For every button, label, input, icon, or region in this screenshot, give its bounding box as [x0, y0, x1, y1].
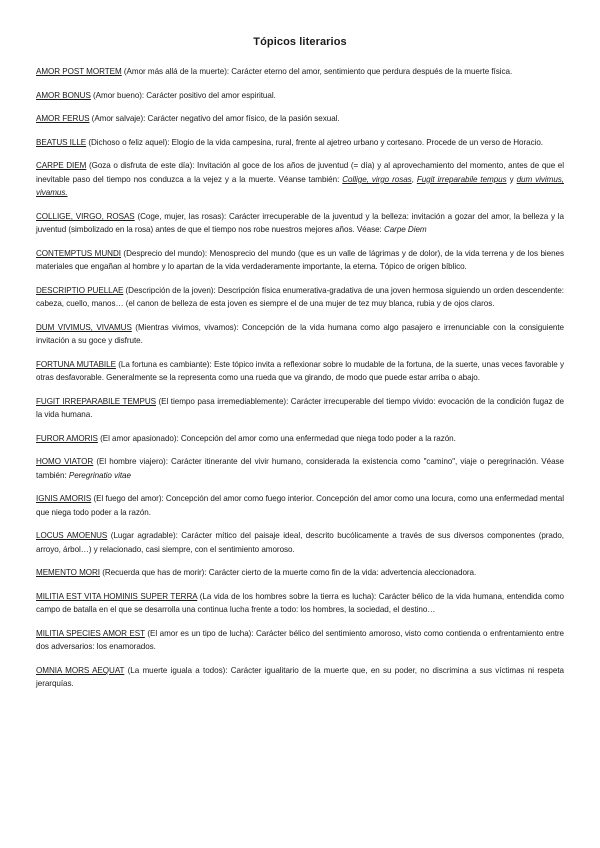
entry-text: (El amor es un tipo de lucha): Carácter bélico del sentimiento amoroso, visto como contienda o enfrentamiento entre dos adversarios: los enamorados. [36, 628, 564, 652]
entry-term: COLLIGE, VIRGO, ROSAS [36, 211, 135, 221]
entry-term: FUGIT IRREPARABILE TEMPUS [36, 396, 156, 406]
entry-term: FORTUNA MUTABILE [36, 359, 116, 369]
entry-text: (Amor salvaje): Carácter negativo del amor físico, de la pasión sexual. [89, 114, 340, 124]
entry-amor-post-mortem [36, 65, 564, 78]
see-also-link[interactable]: Collige, virgo rosas [342, 174, 412, 184]
entry-text: (Dichoso o feliz aquel): Elogio de la vida campesina, rural, frente al ajetreo urbano y cortesano. Procede de un verso de Horacio. [86, 137, 543, 147]
entry-term: HOMO VIATOR [36, 457, 94, 467]
entry-text: (Mientras vivimos, vivamos): Concepción de la vida humana como algo pasajero e irrenunciable con la consiguiente invitación a su goce y disfrute. [36, 322, 564, 346]
entry-fortuna-mutabile [36, 358, 564, 385]
see-also-link[interactable]: Fugit irreparabile tempus [416, 174, 507, 184]
entry-furor-amoris [36, 432, 564, 445]
entry-term: FUROR AMORIS [36, 433, 98, 443]
entry-text: (El hombre viajero): Carácter itinerante del vivir humano, considerada la existencia como "camino", viaje o peregrinación. Véase también: [36, 457, 564, 480]
see-also-reference: Carpe Diem [383, 225, 427, 235]
entry-memento-mori [36, 566, 564, 579]
entry-fugit-irreparabile-tempus [36, 395, 564, 422]
entry-text: (La fortuna es cambiante): Este tópico invita a reflexionar sobre lo mudable de la fortuna, de la suerte, unas veces favorable y otras desfavorable. Generalmente se la representa como una rueda que va girando, de modo que puede estar arriba o abajo. [36, 359, 564, 383]
entry-text: (El tiempo pasa irremediablemente): Carácter irrecuperable del tiempo vivido: evocación de la condición fugaz de la vida humana. [36, 396, 564, 420]
entry-separator: , [411, 174, 417, 184]
entry-term: CARPE DIEM [36, 161, 87, 171]
entry-contemptus-mundi [36, 247, 564, 274]
entry-text: (Recuerda que has de morir): Carácter cierto de la muerte como fin de la vida: advertencia aleccionadora. [100, 568, 477, 578]
entry-text: (El amor apasionado): Concepción del amor como una enfermedad que niega todo poder a la razón. [97, 433, 456, 443]
entry-term: MEMENTO MORI [36, 568, 100, 578]
entry-locus-amoenus [36, 529, 564, 556]
entry-text: (Amor bueno): Carácter positivo del amor espiritual. [90, 90, 276, 100]
entry-term: MILITIA SPECIES AMOR EST [36, 628, 145, 638]
entry-descriptio-puellae [36, 284, 564, 311]
entry-militia-est-vita [36, 590, 564, 617]
entry-term: AMOR POST MORTEM [36, 67, 122, 76]
entry-text: (Goza o disfruta de este día): Invitación al goce de los años de juventud (= día) y al aprovechamiento del momento, antes de que el inevitable paso del tiempo nos conduzca a la vejez y a la muerte. Véanse también: [36, 161, 564, 184]
entry-text: (Lugar agradable): Carácter mítico del paisaje ideal, descrito bucólicamente a través de sus diversos componentes (prado, arroyo, árbol…) y relacionado, casi siempre, con el sentimiento amoroso. [36, 531, 564, 554]
entry-collige-virgo-rosas [36, 210, 564, 237]
entry-separator: y [506, 174, 517, 184]
entry-text: (Desprecio del mundo): Menosprecio del mundo (que es un valle de lágrimas y de dolor), de la vida terrena y de los bienes materiales que engañan al hombre y lo apartan de la vida verdaderamente importante, la eterna. Tópico de origen bíblico. [36, 248, 564, 272]
entry-term: LOCUS AMOENUS [36, 531, 108, 541]
entry-amor-bonus [36, 89, 564, 102]
entry-text: (La muerte iguala a todos): Carácter igualitario de la muerte que, en su poder, no discrimina a sus víctimas ni respeta jerarquías. [36, 665, 564, 689]
document-title: Tópicos literarios [253, 36, 347, 48]
entry-carpe-diem [36, 159, 564, 199]
entry-term: AMOR FERUS [36, 114, 90, 124]
entry-term: IGNIS AMORIS [36, 494, 92, 504]
entry-text: (Coge, mujer, las rosas): Carácter irrecuperable de la juventud y la belleza: invitación a gozar del amor, la belleza y la juventud (simbolizado en la rosa) antes de que el tiempo nos robe nuestros mejores años. Véase: [36, 211, 564, 235]
see-also-link[interactable]: dum vivimus, vivamus. [36, 174, 564, 198]
entry-omnia-mors-aequat [36, 664, 564, 691]
entry-militia-species-amor-est [36, 627, 564, 654]
entry-term: AMOR BONUS [36, 90, 91, 100]
entry-term: DESCRIPTIO PUELLAE [36, 285, 124, 295]
entry-term: DUM VIVIMUS, VIVAMUS [36, 322, 132, 332]
entry-term: MILITIA EST VITA HOMINIS SUPER TERRA [36, 591, 198, 601]
entry-beatus-ille [36, 136, 564, 149]
entry-term: CONTEMPTUS MUNDI [36, 248, 121, 258]
entry-ignis-amoris [36, 492, 564, 519]
entry-amor-ferus [36, 112, 564, 125]
entry-text: (La vida de los hombres sobre la tierra es lucha): Carácter bélico de la vida humana, entendida como campo de batalla en el que se desarrolla una continua lucha frente a todo: los hombres, la sociedad, el destino… [36, 591, 564, 615]
entry-text: (El fuego del amor): Concepción del amor como fuego interior. Concepción del amor como una locura, como una enfermedad mental que niega todo poder a la razón. [36, 494, 564, 517]
entry-text: (Descripción de la joven): Descripción física enumerativa-gradativa de una joven hermosa siguiendo un orden descendente: cabeza, cuello, manos… (el canon de belleza de esta joven es siempre el de una mujer de tez muy blanca, rubia y de ojos claros. [36, 285, 564, 309]
entry-homo-viator [36, 455, 564, 482]
entry-term: OMNIA MORS AEQUAT [36, 665, 125, 675]
entry-text: (Amor más allá de la muerte): Carácter eterno del amor, sentimiento que perdura después de la muerte física. [121, 67, 513, 76]
see-also-reference: Peregrinatio vitae [68, 470, 131, 480]
entry-dum-vivimus [36, 321, 564, 348]
entry-term: BEATUS ILLE [36, 137, 87, 147]
